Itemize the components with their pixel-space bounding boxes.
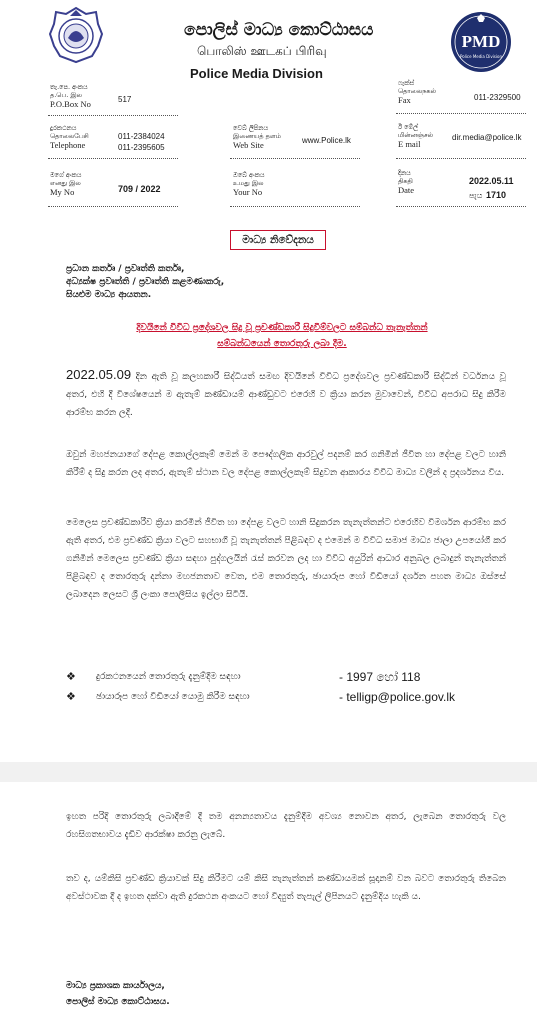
- telephone-value-1: 011-2384024: [118, 132, 165, 141]
- time-label: පැය: [469, 191, 483, 200]
- pmd-logo-text: PMD: [461, 32, 501, 51]
- date-value: 2022.05.11: [469, 176, 514, 186]
- email-label: ඊ මේල් மின்னஞ்சல் E mail: [398, 123, 433, 149]
- signature-line: මාධ්‍ය ප්‍රකාශක කාර්යාලය,: [66, 981, 165, 991]
- addressee-block: [66, 263, 486, 302]
- contact-phone-label: දුරකථනයෙන් තොරතුරු දැනුම්දීම සඳහා: [96, 672, 241, 682]
- police-emblem-logo: [48, 6, 104, 64]
- heading-text: මාධ්‍ය නිවේදනය: [242, 233, 314, 246]
- fax-value: 011-2329500: [474, 93, 521, 102]
- contact-email-label: ඡායාරූප හෝ වීඩියෝ යොමු කිරීම සඳහා: [96, 692, 250, 702]
- media-release-heading: [230, 230, 326, 250]
- paragraph-1-text: දින ඇති වූ කලහකාරී සිද්ධියත් සමඟ දිවයිනේ විවිධ ප්‍රදේශවල ප්‍රචණ්ඩකාරී සිද්ධීන් වර්ධනය වූ අතර, එහි දී විශේෂයෙන් ම ඇතැම් කණ්ඩායම් ආණ්ඩුවට එරෙහි ව ක්‍රියා කරන මුවාවෙන්, විවිධ අපරාධ සිදු කිරීම ආරම්භ කරන ලදී.: [66, 372, 506, 418]
- website-label: වෙබ් ලිපිනය இணையத் தளம் Web Site: [233, 124, 281, 150]
- paragraph-1-date: 2022.05.09: [66, 367, 132, 382]
- subject-line: දිවයිනේ විවිධ ප්‍රදේශවල සිදු වූ ප්‍රචණ්ඩකාරී සිදුවීම්වලට සම්බන්ධ තැනැත්තන්: [136, 323, 428, 333]
- title-english: Police Media Division: [190, 66, 323, 81]
- fax-label: ෆැක්ස් தொலைநகல் Fax: [398, 79, 436, 105]
- divider: [396, 206, 526, 207]
- divider: [48, 206, 178, 207]
- pobox-value: 517: [118, 95, 132, 104]
- website-value: www.Police.lk: [302, 136, 351, 145]
- signature-block: [66, 978, 466, 1010]
- pobox-label: තැ.පෙ. අංකය த.பெ. இல P.O.Box No: [50, 83, 91, 109]
- divider: [230, 206, 360, 207]
- subject-block: [62, 320, 502, 352]
- telephone-value-2: 011-2395605: [118, 143, 165, 152]
- signature-line: පොලිස් මාධ්‍ය කොට්ඨාසය.: [66, 997, 170, 1007]
- telephone-label: දුරකථනය தொலைபேசி Telephone: [50, 124, 89, 150]
- divider: [48, 158, 178, 159]
- time-value: 1710: [486, 190, 507, 200]
- contact-email-value: - telligp@police.gov.lk: [339, 690, 456, 704]
- paragraph-2: ඔවුන් මහජනයාගේ දේපළ කොල්ලකෑම් මෙන් ම පෞද්ගලික ආරවුල් පදනම් කර ගනිමින් ජීවිත හා දේපළ වලට හානි කිරීම් ද සිදු කරන ලද අතර, ඇතැම් ස්ථාන වල දේපළ කොල්ලකෑම් සිදුවන ආකාරය විවිධ මාධ්‍ය වලින් ද ප්‍රදර්ශනය විය.: [66, 450, 506, 478]
- paragraph-4: ඉහත පරිදි තොරතුරු ලබාදීමේ දී තම අනන්‍යතාවය දැනුම්දීම අවශ්‍ය නොවන අතර, ලැබෙන තොරතුරු වල රහසිගතභාවය දැඩිව ආරක්ෂා කරනු ලැබේ.: [66, 812, 506, 840]
- addressee-line: ප්‍රධාන කර්තෘ / ප්‍රවෘත්ති කර්තෘ,: [66, 264, 185, 274]
- divider: [48, 115, 178, 116]
- divider: [396, 113, 526, 114]
- addressee-line: අධ්‍යක්ෂ ප්‍රවෘත්ති / ප්‍රවෘත්ති කළමණාකරු,: [66, 277, 225, 287]
- my-no-label: මගේ අංකය எனது இல My No: [50, 171, 82, 197]
- paragraph-1: [66, 366, 506, 422]
- email-value: dir.media@police.lk: [452, 133, 522, 142]
- pmd-logo-ring-text: Police Media Division: [459, 54, 502, 59]
- divider: [396, 158, 526, 159]
- diamond-bullet-icon: ❖: [66, 670, 76, 683]
- title-tamil: பொலிஸ் ஊடகப் பிரிவு: [197, 44, 327, 58]
- contact-phone-value: - 1997 හෝ 118: [339, 670, 421, 684]
- pmd-logo: [449, 10, 513, 74]
- contact-email-row: [66, 690, 250, 703]
- my-no-value: 709 / 2022: [118, 184, 161, 194]
- diamond-bullet-icon: ❖: [66, 690, 76, 703]
- your-no-label: ඔබේ අංකය உமது இல Your No: [233, 171, 265, 197]
- title-sinhala: පොලිස් මාධ්‍ය කොට්ඨාසය: [184, 20, 374, 40]
- date-label: දිනය திகதி Date: [398, 169, 415, 195]
- contact-phone-row: [66, 670, 241, 683]
- paragraph-5: තව ද, යම්කිසි ප්‍රචණ්ඩ ක්‍රියාවක් සිදු කිරීමට යම් කිසි තැනැත්තන් කණ්ඩායමක් සූදානම් වන බවට තොරතුරු තිබෙන අවස්ථාවක දී ද ඉහත දක්වා ඇති දුරකථන අංකයට හෝ විද්‍යුත් තැපැල් ලිපිනයට දැනුම්දිය හැකි ය.: [66, 874, 506, 902]
- divider: [230, 158, 360, 159]
- paragraph-3: මෙලෙස ප්‍රචණ්ඩකාරීව ක්‍රියා කරමින් ජීවිත හා දේපළ වලට හානි සිදුකරන තැනැත්තන්ට එරෙහිව විමර්ශන ආරම්භ කර ඇති අතර, එම ප්‍රචණ්ඩ ක්‍රියා වලට සහභාගී වූ තැනැත්තන් පිළිබඳව ද එමෙන් ම විවිධ සමාජ මාධ්‍ය ජාලා උපයෝගී කර ගනිමින් මෙලෙස ප්‍රචණ්ඩ ක්‍රියා සඳහා පුද්ගලයින් රැස් කරවන ලද හා විවිධ අයුරින් ආධාර අනුබල ලබාදුන් තැනැත්තන් පිළිබඳව ද තොරතුරු දන්නා මහජනතාව වෙත, එම තොරතුරු, ඡායාරූප හෝ වීඩියෝ දර්ශන පහත මාධ්‍ය ඔස්සේ ලබාදෙන ලෙසට ශ්‍රී ලංකා පොලීසිය ඉල්ලා සිටියි.: [66, 518, 506, 600]
- addressee-line: සියළුම මාධ්‍ය ආයතන.: [66, 290, 152, 300]
- page-break: [0, 762, 537, 782]
- subject-line: සම්බන්ධයෙන් තොරතුරු ලබා දීම.: [217, 339, 347, 349]
